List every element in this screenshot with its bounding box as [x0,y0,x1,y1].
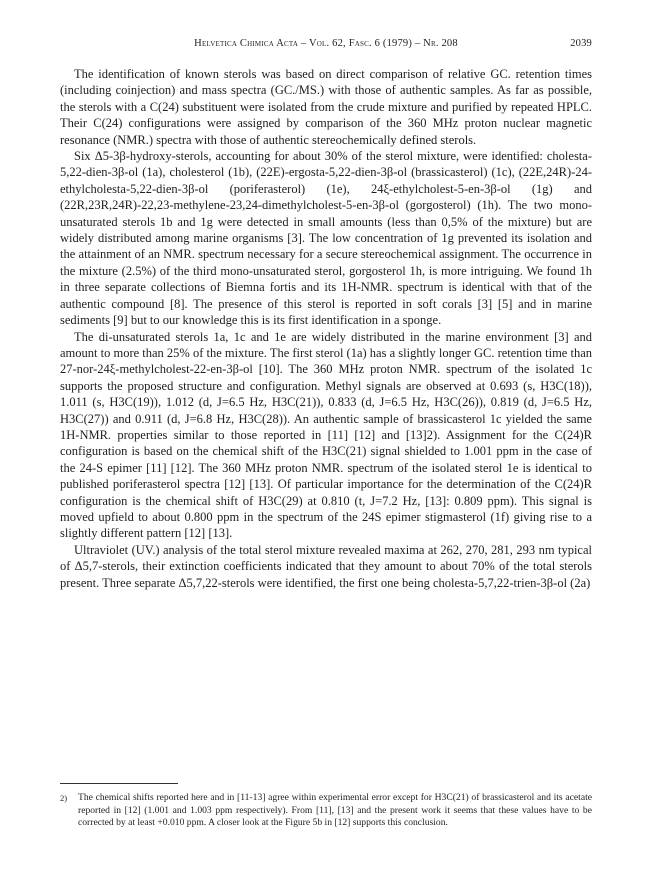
paragraph-di-unsaturated-sterols: The di-unsaturated sterols 1a, 1c and 1e are widely distributed in the marine environment [3] and amount to more than 25% of the mixture. The first sterol (1a) has a slightly longer GC. retention time than 27-nor-24ξ-methylcholest-22-en-3β-ol [10]. The 360 MHz proton NMR. spectrum of the isolated 1c supports the proposed structure and configuration. Methyl signals are observed at 0.693 (s, H3C(18)), 1.011 (s, H3C(19)), 1.012 (d, J=6.5 Hz, H3C(21)), 0.833 (d, J=6.5 Hz, H3C(26)), 0.819 (d, J=6.5 Hz, H3C(27)) and 0.911 (d, J=6.8 Hz, H3C(28)). An authentic sample of brassicasterol 1c yielded the same 1H-NMR. properties similar to those reported in [11] [12] and [13]2). Assignment for the C(24)R configuration is based on the chemical shift of the H3C(21) signal shielded to 1.001 ppm in the case of the 24-S epimer [11] [12]. The 360 MHz proton NMR. spectrum of the isolated sterol 1e is identical to published poriferasterol spectra [12] [13]. Of particular importance for the determination of the C(24)R configuration is the chemical shift of H3C(29) at 0.810 (t, J=7.2 Hz, [13]: 0.809 ppm). This signal is moved upfield to about 0.800 ppm in the spectrum of the 24S epimer stigmasterol (1f) giving rise to a slightly different pattern [12] [13]. [60,329,592,541]
footnote-text: The chemical shifts reported here and in [11-13] agree within experimental error except for H3C(21) of brassicasterol and its acetate reported in [12] (1.001 and 1.003 ppm respectively). From [11], [13] and the present work it seems that these values have to be corrected by at least +0.010 ppm. A closer look at the Figure 5b in [12] supports this conclusion. [78,792,592,829]
paragraph-identification: The identification of known sterols was based on direct comparison of relative GC. retention times (including coinjection) and mass spectra (GC./MS.) with those of authentic samples. As far as possible, the sterols with a C(24) substituent were isolated from the crude mixture and purified by repeated HPLC. Their C(24) configurations were assigned by comparison of the 360 MHz proton nuclear magnetic resonance (NMR.) spectra with those of authentic stereochemically defined sterols. [60,67,592,147]
footnote-marker: 2) [60,793,68,803]
paragraph-delta5-sterols: Six Δ5-3β-hydroxy-sterols, accounting for about 30% of the sterol mixture, were identified: cholesta-5,22-dien-3β-ol (1a), cholesterol (1b), (22E)-ergosta-5,22-dien-3β-ol (brassicasterol) (1c), (22E,24R)-24-ethylcholesta-5,22-dien-3β-ol (poriferasterol) (1e), 24ξ-ethylcholest-5-en-3β-ol (1g) and (22R,23R,24R)-22,23-methylene-23,24-dimethylcholest-5-en-3β-ol (gorgosterol) (1h). The two mono-unsaturated sterols 1b and 1g were detected in small amounts (less than 0,5% of the mixture) but are widely distributed among marine organisms [3]. The low concentration of 1g prevented its isolation and the attainment of an NMR. spectrum necessary for a secure stereochemical assignment. The occurrence in the mixture (2.5%) of the third mono-unsaturated sterol, gorgosterol 1h, is more intriguing. We found 1h in three separate collections of Biemna fortis and its 1H-NMR. spectrum is identical with that of the authentic compound [8]. The presence of this sterol is reported in soft corals [3] [5] and in marine sediments [9] but to our knowledge this is its first identification in a sponge. [60,149,592,328]
running-title: Helvetica Chimica Acta – Vol. 62, Fasc. 6 (1979) – Nr. 208 [194,38,458,49]
footnote [60,792,592,830]
paragraph-uv-analysis: Ultraviolet (UV.) analysis of the total sterol mixture revealed maxima at 262, 270, 281, 293 nm typical of Δ5,7-sterols, their extinction coefficients indicated that they amount to about 70% of the total sterols present. Three separate Δ5,7,22-sterols were identified, the first one being cholesta-5,7,22-trien-3β-ol (2a) [60,542,592,590]
body-text [60,66,592,591]
page-header [60,38,592,49]
footnote-divider [60,783,178,784]
page-number: 2039 [570,38,592,49]
